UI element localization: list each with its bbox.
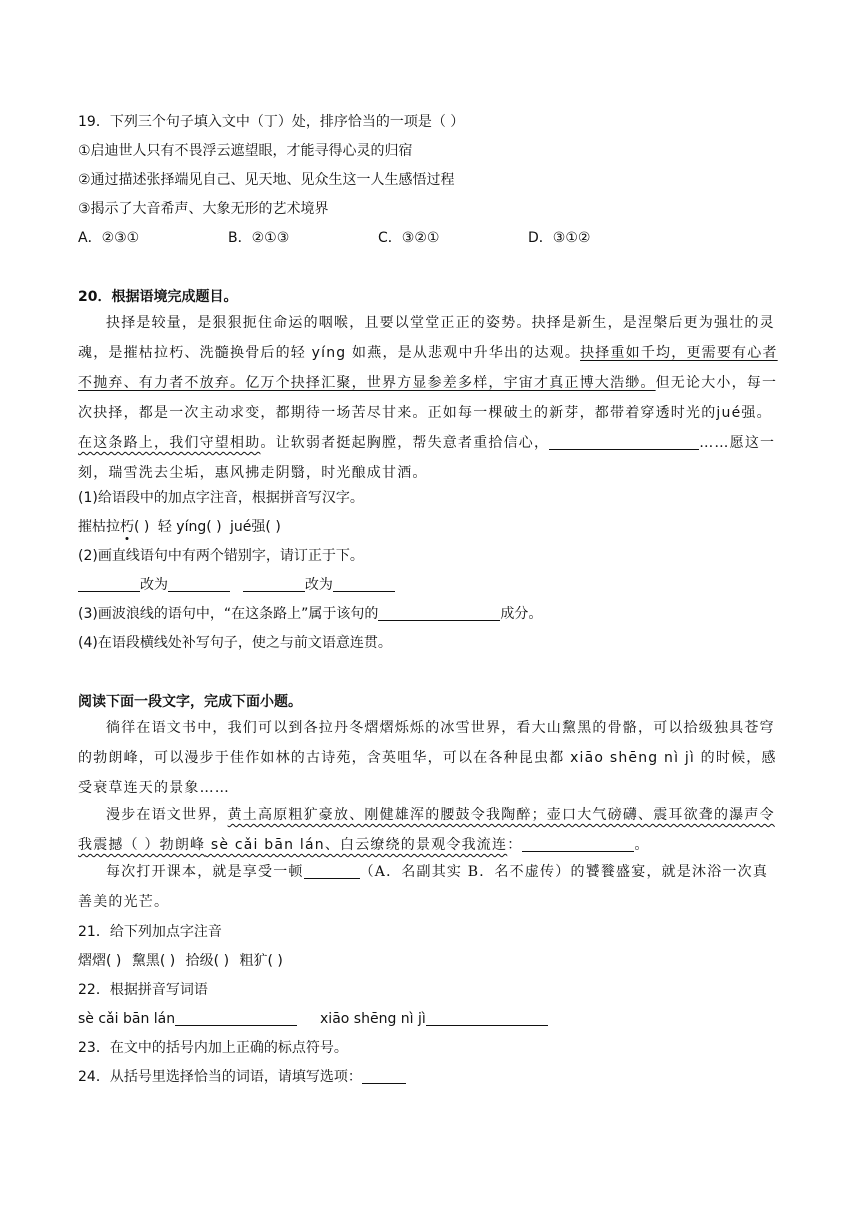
q20-sub4: (4)在语段横线处补写句子，使之与前文语意连贯。 (78, 635, 392, 651)
correction-blank[interactable] (168, 576, 230, 592)
q21-answer-paren[interactable]: ( ) (159, 953, 176, 969)
gaiwei-label: 改为 (140, 577, 168, 593)
correction-blank[interactable] (78, 576, 140, 592)
q20-text: 抉择是较量，是狠狠扼住命运的咽喉，且要以堂堂正正的姿势。抉择是新生，是涅槃后更为强壮的灵魂，是摧枯拉朽、洗髓换骨后的轻 (78, 315, 775, 361)
reading-text: 的时候，感受衰草连天的景象…… (78, 750, 777, 796)
reading-text: （A．名副其实 B．名不虚传）的饕餮盛宴，就是沐浴一次真善美的光芒。 (78, 864, 769, 910)
q20-fill-blank[interactable] (549, 434, 699, 450)
q19-option-c[interactable]: C．③②① (378, 230, 440, 246)
q21-answer-paren[interactable]: ( ) (213, 953, 230, 969)
reading-title: 阅读下面一段文字，完成下面小题。 (78, 694, 302, 710)
q20-pinyin-ying: yíng (311, 345, 347, 361)
q20-wavy-underlined: 在这条路上，我们守望相助 (78, 435, 261, 451)
q22-title: 22．根据拼音写词语 (78, 982, 208, 998)
q20-word-cuikulaxiu: 摧枯拉 (78, 519, 120, 535)
reading-wavy-underlined: 黄土高原粗犷豪放、刚健雄浑的腰鼓令我陶醉；壶口大气磅礴、震耳欲聋的瀑声令我震撼（ ）勃朗峰 (78, 807, 775, 853)
q19-sentence-1: ①启迪世人只有不畏浮云遮望眼，才能寻得心灵的归宿 (78, 143, 413, 159)
q22-pinyin-1: sè cǎi bān lán (78, 1011, 176, 1027)
q20-sub1: (1)给语段中的加点字注音，根据拼音写汉字。 (78, 490, 364, 506)
sentence-component-blank[interactable] (378, 605, 500, 621)
reading-wavy-underlined: 、白云缭绕的景观令我流连 (324, 837, 508, 853)
q23-title: 23．在文中的括号内加上正确的标点符号。 (78, 1040, 348, 1056)
q24 (78, 1068, 406, 1086)
q20-text: 但无论大小，每一次抉择，都是一次主动求变，都期待一场苦尽甘来。正如每一棵破土的新芽，都带着穿透时光的 (78, 375, 778, 421)
q20-dotted-char: 朽 (120, 519, 134, 535)
gaiwei-label: 改为 (304, 577, 333, 593)
reading-paragraph-1 (78, 713, 780, 803)
q21-answer-paren[interactable]: ( ) (106, 953, 122, 969)
reading-pinyin: xiāo shēng nì jì (570, 750, 696, 766)
q20-text: ……愿这一刻，瑞雪洗去尘垢，惠风拂走阴翳，时光酿成甘酒。 (78, 435, 776, 481)
q20-title: 20．根据语境完成题目。 (78, 289, 238, 305)
q20-sub3 (78, 605, 542, 623)
q21-word-lihei: 黧黑 (131, 953, 160, 969)
q19-title: 19．下列三个句子填入文中（丁）处，排序恰当的一项是（ ） (78, 114, 465, 130)
q21-word-yiyi: 熠熠 (78, 953, 106, 969)
q21-answer-paren[interactable]: ( ) (267, 953, 283, 969)
q20-passage (78, 308, 780, 488)
q20-sub1-items (78, 518, 281, 536)
q19-sentence-3: ③揭示了大音希声、大象无形的艺术境界 (78, 201, 329, 217)
q19-sentence-2: ②通过描述张择端见自己、见天地、见众生这一人生感悟过程 (78, 172, 455, 188)
q20-sub2-corrections (78, 576, 395, 594)
q21-word-shiji: 拾级 (185, 953, 214, 969)
reading-paragraph-3 (78, 857, 780, 917)
q24-title: 24．从括号里选择恰当的词语，请填写选项： (78, 1069, 362, 1085)
reading-text: ： (507, 837, 523, 853)
q22-answer-blank[interactable] (426, 1010, 548, 1026)
reading-pinyin: sè cǎi bān lán (205, 837, 325, 853)
q19-option-d[interactable]: D．③①② (528, 230, 591, 246)
reading-text: 每次打开课本，就是享受一顿 (106, 864, 304, 880)
q20-sub2: (2)画直线语句中有两个错别字，请订正于下。 (78, 548, 364, 564)
q19-options (78, 229, 678, 247)
q22-pinyin-2: xiāo shēng nì jì (320, 1011, 426, 1027)
q20-answer-paren[interactable]: ( ) (134, 519, 150, 535)
correction-blank[interactable] (333, 576, 395, 592)
q20-straight-underlined: 抉择重如千均，更需要有心者不抛弃、有力者不放弃。亿万个抉择汇聚，世界方显参差多样，宇宙才真正博大浩缈。 (78, 345, 778, 391)
word-choice-blank[interactable] (304, 863, 360, 879)
q24-answer-blank[interactable] (362, 1068, 406, 1084)
reading-paragraph-2 (78, 800, 780, 860)
q20-word-jueqiang[interactable]: jué强( ) (230, 519, 281, 535)
q20-pinyin-jue: jué (716, 405, 742, 421)
correction-blank[interactable] (243, 576, 305, 592)
q21-title: 21．给下列加点字注音 (78, 924, 222, 940)
reading-text: 徜徉在语文书中，我们可以到各拉丹冬熠熠烁烁的冰雪世界，看大山黧黑的骨骼，可以拾级独具苍穹的勃朗峰，可以漫步于佳作如林的古诗苑，含英咀华，可以在各种昆虫都 (78, 720, 775, 766)
q20-sub3-text: 成分。 (500, 606, 543, 622)
reading-text: 漫步在语文世界， (106, 807, 228, 823)
q19-option-b[interactable]: B．②①③ (228, 230, 290, 246)
q20-word-qingying[interactable]: 轻 yíng( ) (157, 519, 222, 535)
q21-word-cuguang: 粗犷 (239, 953, 268, 969)
q22-items (78, 1010, 548, 1028)
reading-text: 。 (634, 837, 650, 853)
q20-sub3-text: (3)画波浪线的语句中，“在这条路上”属于该句的 (78, 606, 379, 622)
q21-items (78, 952, 283, 970)
q20-text: 。让软弱者挺起胸膛，帮失意者重拾信心， (260, 435, 550, 451)
q20-text: 如燕，是从悲观中升华出的达观。 (346, 345, 581, 361)
reading-fill-blank[interactable] (522, 836, 634, 852)
q19-option-a[interactable]: A．②③① (78, 230, 140, 246)
q22-answer-blank[interactable] (175, 1010, 297, 1026)
q20-text: 强。 (741, 405, 772, 421)
